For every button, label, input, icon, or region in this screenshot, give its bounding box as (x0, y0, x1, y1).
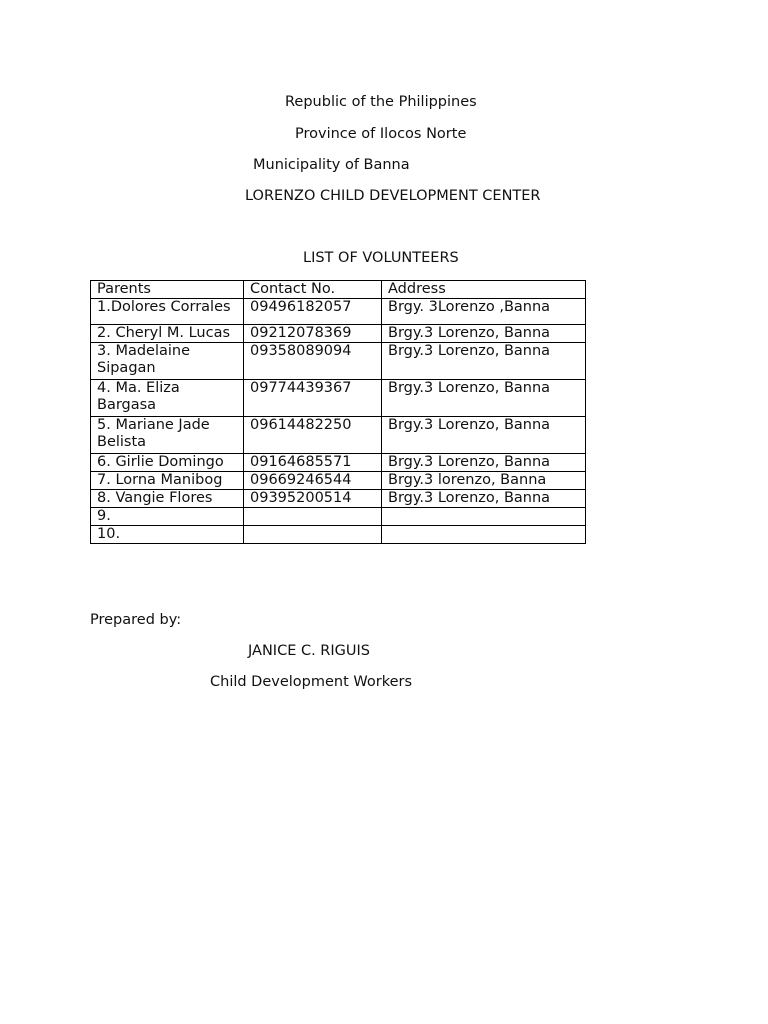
contact-number-cell: 09669246544 (244, 472, 382, 490)
header-center-name: LORENZO CHILD DEVELOPMENT CENTER (245, 188, 541, 204)
contact-number-cell: 09212078369 (244, 325, 382, 343)
header-address: Address (382, 281, 586, 299)
address-cell: Brgy.3 Lorenzo, Banna (382, 380, 586, 417)
parent-name-cell: 3. Madelaine Sipagan (91, 343, 244, 380)
parent-name-cell: 1.Dolores Corrales (91, 299, 244, 325)
prepared-by-label: Prepared by: (90, 612, 182, 628)
parent-name-cell: 2. Cheryl M. Lucas (91, 325, 244, 343)
address-cell (382, 526, 586, 544)
header-province: Province of Ilocos Norte (295, 126, 467, 142)
preparer-name: JANICE C. RIGUIS (248, 643, 370, 659)
contact-number-cell (244, 526, 382, 544)
table-row (91, 472, 586, 490)
table-row (91, 343, 586, 380)
list-title: LIST OF VOLUNTEERS (303, 250, 459, 266)
address-cell: Brgy. 3Lorenzo ,Banna (382, 299, 586, 325)
parent-name-cell: 5. Mariane Jade Belista (91, 417, 244, 454)
parent-name-cell: 4. Ma. Eliza Bargasa (91, 380, 244, 417)
contact-number-cell (244, 508, 382, 526)
contact-number-cell: 09614482250 (244, 417, 382, 454)
address-cell (382, 508, 586, 526)
parent-name-cell: 10. (91, 526, 244, 544)
address-cell: Brgy.3 Lorenzo, Banna (382, 343, 586, 380)
table-row (91, 417, 586, 454)
table-row (91, 526, 586, 544)
contact-number-cell: 09358089094 (244, 343, 382, 380)
header-parents: Parents (91, 281, 244, 299)
header-republic: Republic of the Philippines (285, 94, 477, 110)
contact-number-cell: 09774439367 (244, 380, 382, 417)
parent-name-cell: 7. Lorna Manibog (91, 472, 244, 490)
volunteers-table (90, 280, 586, 544)
parent-name-cell: 9. (91, 508, 244, 526)
address-cell: Brgy.3 Lorenzo, Banna (382, 454, 586, 472)
table-header-row (91, 281, 586, 299)
table-row (91, 325, 586, 343)
address-cell: Brgy.3 Lorenzo, Banna (382, 325, 586, 343)
table-row (91, 508, 586, 526)
table-row (91, 490, 586, 508)
preparer-position: Child Development Workers (210, 674, 413, 690)
table-row (91, 299, 586, 325)
address-cell: Brgy.3 lorenzo, Banna (382, 472, 586, 490)
parent-name-cell: 6. Girlie Domingo (91, 454, 244, 472)
contact-number-cell: 09164685571 (244, 454, 382, 472)
header-contact-no: Contact No. (244, 281, 382, 299)
contact-number-cell: 09496182057 (244, 299, 382, 325)
address-cell: Brgy.3 Lorenzo, Banna (382, 490, 586, 508)
address-cell: Brgy.3 Lorenzo, Banna (382, 417, 586, 454)
table-row (91, 380, 586, 417)
header-municipality: Municipality of Banna (253, 157, 410, 173)
contact-number-cell: 09395200514 (244, 490, 382, 508)
parent-name-cell: 8. Vangie Flores (91, 490, 244, 508)
table-row (91, 454, 586, 472)
